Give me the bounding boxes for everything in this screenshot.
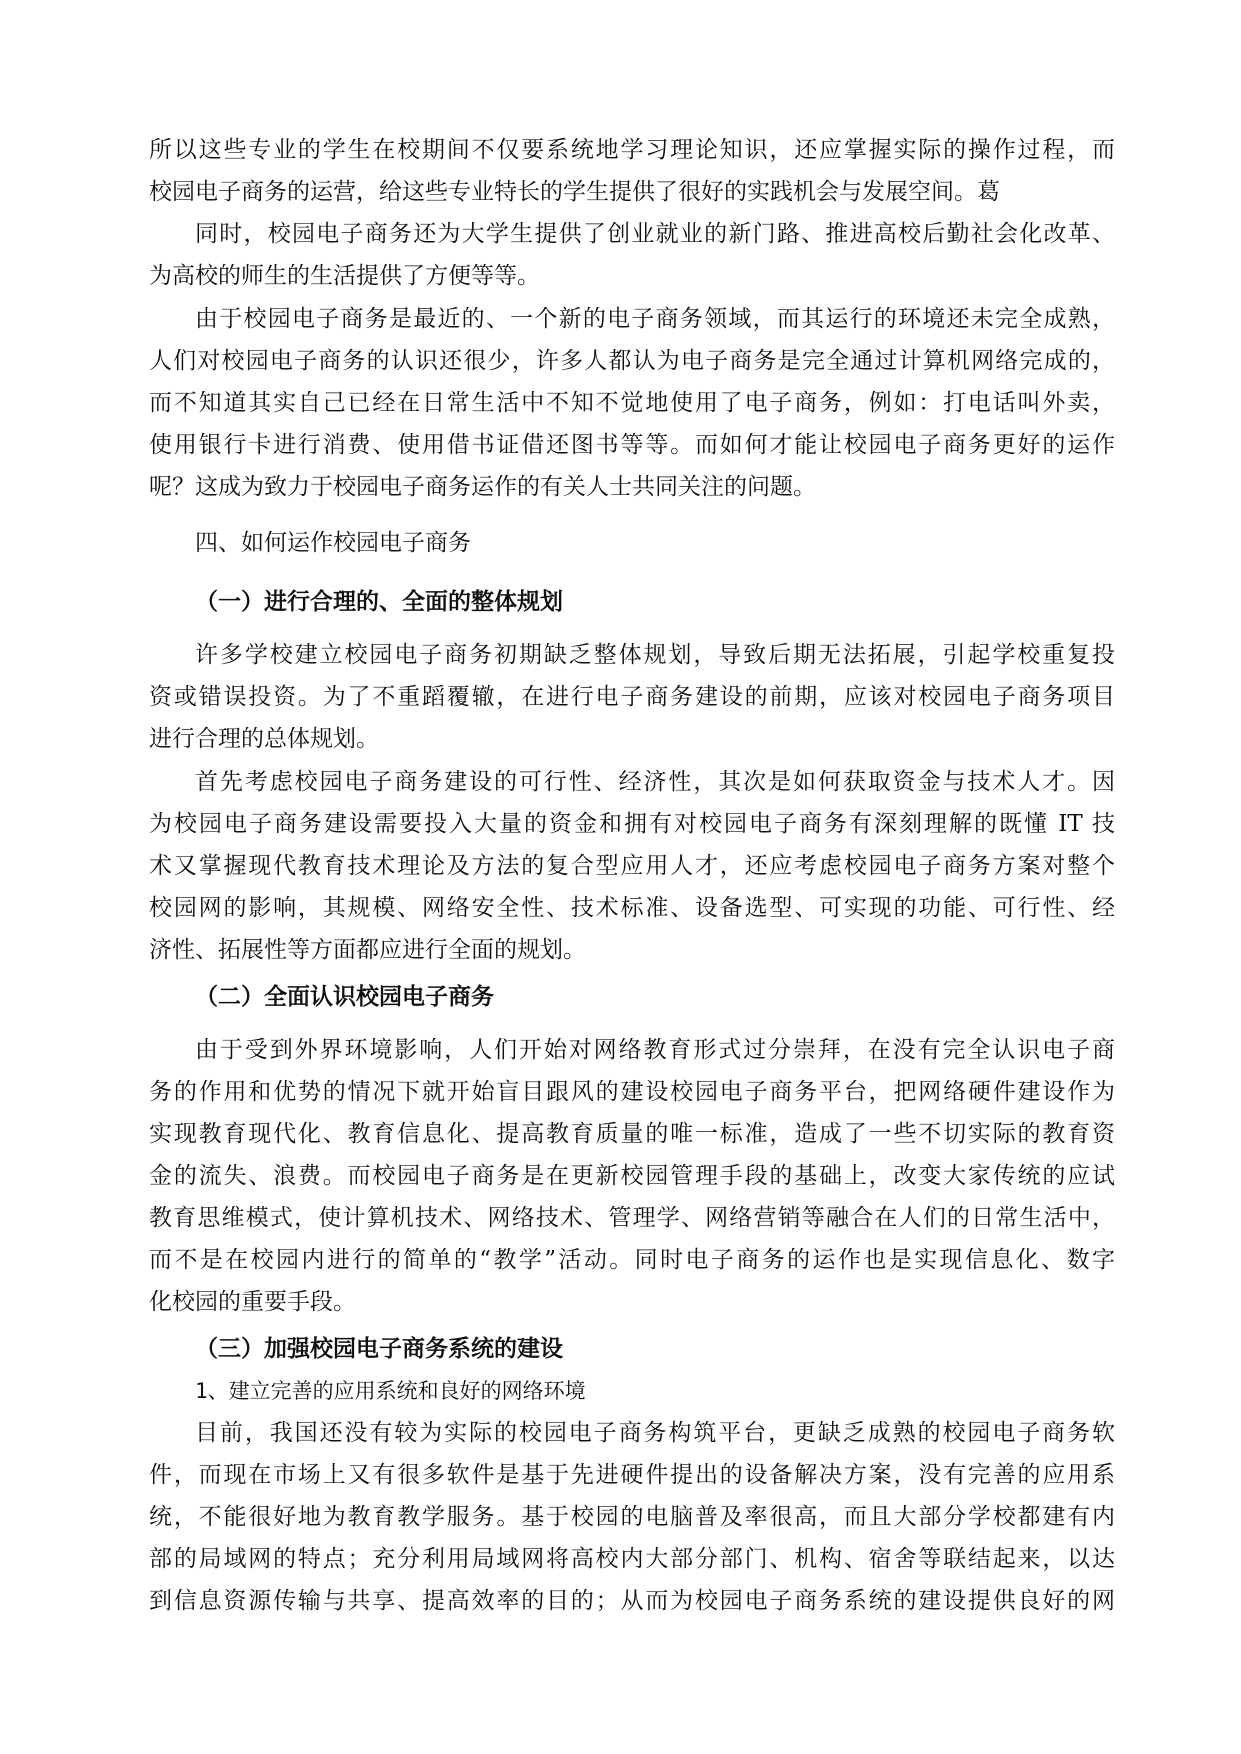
paragraph-line: 资或错误投资。为了不重蹈覆辙，在进行电子商务建设的前期，应该对校园电子商务项目 (149, 684, 1115, 710)
paragraph-line: 许多学校建立校园电子商务初期缺乏整体规划，导致后期无法拓展，引起学校重复投 (195, 642, 1115, 668)
paragraph-line: 首先考虑校园电子商务建设的可行性、经济性，其次是如何获取资金与技术人才。因 (195, 769, 1115, 795)
paragraph-line: 由于校园电子商务是最近的、一个新的电子商务领域，而其运行的环境还未完全成熟， (195, 306, 1115, 332)
paragraph-line: 校园电子商务的运营，给这些专业特长的学生提供了很好的实践机会与发展空间。葛 (149, 179, 1000, 205)
paragraph-line: 实现教育现代化、教育信息化、提高教育质量的唯一标准，造成了一些不切实际的教育资 (149, 1121, 1115, 1147)
sub-subsection-heading: 1、建立完善的应用系统和良好的网络环境 (195, 1379, 586, 1403)
paragraph-line: 同时，校园电子商务还为大学生提供了创业就业的新门路、推进高校后勤社会化改革、 (195, 221, 1115, 247)
subsection-heading: （三）加强校园电子商务系统的建设 (195, 1336, 563, 1362)
paragraph-line: 部的局域网的特点；充分利用局域网将高校内大部分部门、机构、宿舍等联结起来，以达 (149, 1546, 1115, 1572)
subsection-heading: （二）全面认识校园电子商务 (195, 984, 494, 1010)
paragraph-line: 校园网的影响，其规模、网络安全性、技术标准、设备选型、可实现的功能、可行性、经 (149, 895, 1115, 921)
paragraph-line: 人们对校园电子商务的认识还很少，许多人都认为电子商务是完全通过计算机网络完成的， (149, 348, 1115, 374)
paragraph-line: 由于受到外界环境影响，人们开始对网络教育形式过分崇拜，在没有完全认识电子商 (195, 1037, 1115, 1063)
document-page (149, 0, 1115, 1754)
paragraph-line: 件，而现在市场上又有很多软件是基于先进硬件提出的设备解决方案，没有完善的应用系 (149, 1462, 1115, 1488)
paragraph-line: 进行合理的总体规划。 (149, 726, 379, 752)
paragraph-line: 目前，我国还没有较为实际的校园电子商务构筑平台，更缺乏成熟的校园电子商务软 (195, 1420, 1115, 1446)
paragraph-line: 而不是在校园内进行的简单的“教学”活动。同时电子商务的运作也是实现信息化、数字 (149, 1247, 1115, 1273)
paragraph-line: 为高校的师生的生活提供了方便等等。 (149, 263, 540, 289)
paragraph-line: 务的作用和优势的情况下就开始盲目跟风的建设校园电子商务平台，把网络硬件建设作为 (149, 1079, 1115, 1105)
paragraph-line: 而不知道其实自己已经在日常生活中不知不觉地使用了电子商务，例如：打电话叫外卖， (149, 390, 1115, 416)
paragraph-line: 呢？这成为致力于校园电子商务运作的有关人士共同关注的问题。 (149, 474, 816, 500)
paragraph-line: 到信息资源传输与共享、提高效率的目的；从而为校园电子商务系统的建设提供良好的网 (149, 1588, 1115, 1614)
section-heading: 四、如何运作校园电子商务 (195, 530, 471, 556)
paragraph-line: 统，不能很好地为教育教学服务。基于校园的电脑普及率很高，而且大部分学校都建有内 (149, 1504, 1115, 1530)
paragraph-line: 使用银行卡进行消费、使用借书证借还图书等等。而如何才能让校园电子商务更好的运作 (149, 432, 1115, 458)
subsection-heading: （一）进行合理的、全面的整体规划 (195, 589, 563, 615)
paragraph-line: 术又掌握现代教育技术理论及方法的复合型应用人才，还应考虑校园电子商务方案对整个 (149, 853, 1115, 879)
paragraph-line: 金的流失、浪费。而校园电子商务是在更新校园管理手段的基础上，改变大家传统的应试 (149, 1163, 1115, 1189)
paragraph-line: 教育思维模式，使计算机技术、网络技术、管理学、网络营销等融合在人们的日常生活中， (149, 1205, 1115, 1231)
paragraph-line: 化校园的重要手段。 (149, 1289, 356, 1315)
paragraph-line: 为校园电子商务建设需要投入大量的资金和拥有对校园电子商务有深刻理解的既懂 IT 技 (149, 811, 1115, 837)
paragraph-line: 所以这些专业的学生在校期间不仅要系统地学习理论知识，还应掌握实际的操作过程，而 (149, 137, 1115, 163)
paragraph-line: 济性、拓展性等方面都应进行全面的规划。 (149, 937, 586, 963)
